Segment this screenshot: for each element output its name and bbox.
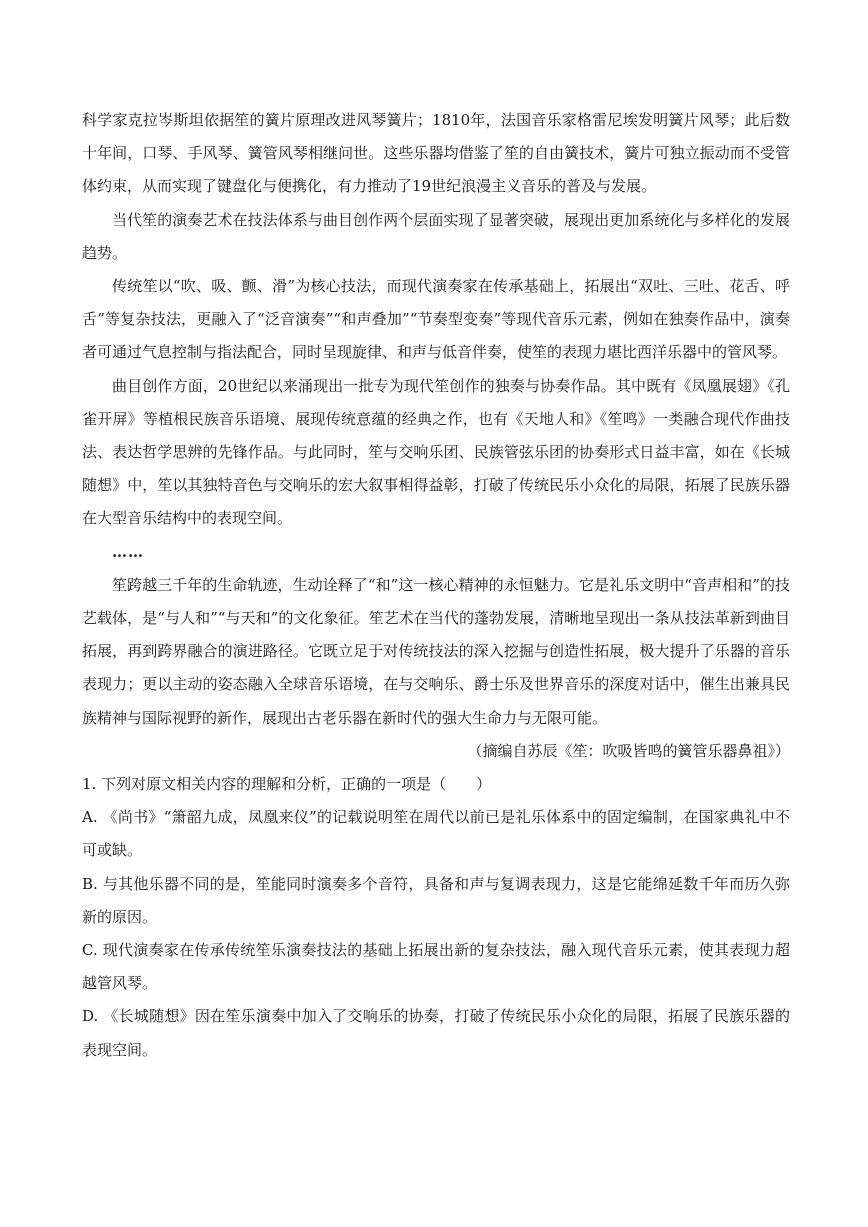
paragraph-5: 笙跨越三千年的生命轨迹，生动诠释了“和”这一核心精神的永恒魅力。它是礼乐文明中“音声相和”的技艺载体，是“与人和”“与天和”的文化象征。笙艺术在当代的蓬勃发展，清晰地呈现出一条从技法革新到曲目拓展，再到跨界融合的演进路径。它既立足于对传统技法的深入挖掘与创造性拓展，极大提升了乐器的音乐表现力；更以主动的姿态融入全球音乐语境，在与交响乐、爵士乐及世界音乐的深度对话中，催生出兼具民族精神与国际视野的新作，展现出古老乐器在新时代的强大生命力与无限可能。 <box>82 575 790 727</box>
document-body <box>82 104 790 1067</box>
option-d: D. 《长城随想》因在笙乐演奏中加入了交响乐的协奏，打破了传统民乐小众化的局限，拓展了民族乐器的表现空间。 <box>82 1007 790 1059</box>
paragraph-1: 科学家克拉岑斯坦依据笙的簧片原理改进风琴簧片；1810年，法国音乐家格雷尼埃发明簧片风琴；此后数十年间，口琴、手风琴、簧管风琴相继问世。这些乐器均借鉴了笙的自由簧技术，簧片可独立振动而不受管体约束，从而实现了键盘化与便携化，有力推动了19世纪浪漫主义音乐的普及与发展。 <box>82 111 790 196</box>
option-c: C. 现代演奏家在传承传统笙乐演奏技法的基础上拓展出新的复杂技法，融入现代音乐元素，使其表现力超越管风琴。 <box>82 941 790 993</box>
option-a: A. 《尚书》“箫韶九成，凤凰来仪”的记载说明笙在周代以前已是礼乐体系中的固定编制，在国家典礼中不可或缺。 <box>82 808 790 860</box>
omission-mark: …… <box>112 542 144 561</box>
question-stem: 1. 下列对原文相关内容的理解和分析，正确的一项是（ ） <box>82 775 492 794</box>
paragraph-3: 传统笙以“吹、吸、颤、滑”为核心技法，而现代演奏家在传承基础上，拓展出“双吐、三吐、花舌、呼舌”等复杂技法，更融入了“泛音演奏”“和声叠加”“节奏型变奏”等现代音乐元素，例如在独奏作品中，演奏者可通过气息控制与指法配合，同时呈现旋律、和声与低音伴奏，使笙的表现力堪比西洋乐器中的管风琴。 <box>82 277 790 362</box>
option-b: B. 与其他乐器不同的是，笙能同时演奏多个音符，具备和声与复调表现力，这是它能绵延数千年而历久弥新的原因。 <box>82 874 790 926</box>
paragraph-4: 曲目创作方面，20世纪以来涌现出一批专为现代笙创作的独奏与协奏作品。其中既有《凤凰展翅》《孔雀开屏》等植根民族音乐语境、展现传统意蕴的经典之作，也有《天地人和》《笙鸣》一类融合现代作曲技法、表达哲学思辨的先锋作品。与此同时，笙与交响乐团、民族管弦乐团的协奏形式日益丰富，如在《长城随想》中，笙以其独特音色与交响乐的宏大叙事相得益彰，打破了传统民乐小众化的局限，拓展了民族乐器在大型音乐结构中的表现空间。 <box>82 376 790 528</box>
paragraph-2: 当代笙的演奏艺术在技法体系与曲目创作两个层面实现了显著突破，展现出更加系统化与多样化的发展趋势。 <box>82 210 790 262</box>
source-citation: （摘编自苏辰《笙：吹吸皆鸣的簧管乐器鼻祖》） <box>467 741 790 760</box>
